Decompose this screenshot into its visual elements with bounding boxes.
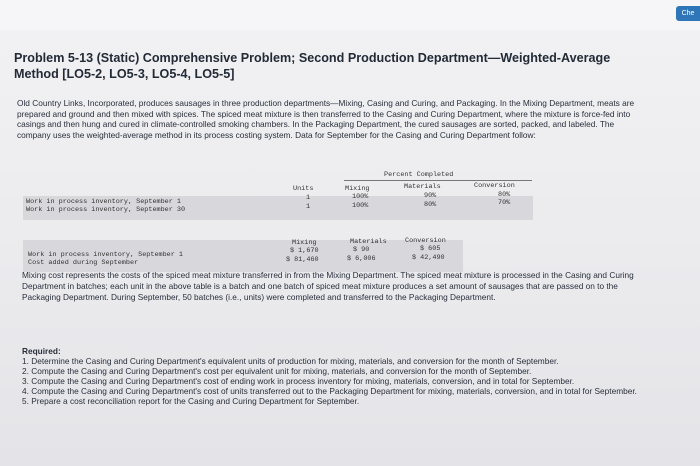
col-mixing: Mixing bbox=[345, 185, 370, 193]
row2-label: Work in process inventory, September 30 bbox=[26, 206, 186, 214]
row1-mixing: 100% bbox=[352, 193, 369, 201]
required-item-3: 3. Compute the Casing and Curing Department's cost of ending work in process inventory for mixing, materials, conversion, and in total for September. bbox=[22, 376, 575, 386]
row1-label: Work in process inventory, September 1 bbox=[26, 198, 181, 206]
top-bar bbox=[0, 0, 700, 30]
col-mixing: Mixing bbox=[292, 239, 317, 247]
row1-materials: $ 90 bbox=[353, 246, 370, 254]
row2-materials: $ 6,006 bbox=[347, 255, 376, 263]
required-item-4: 4. Compute the Casing and Curing Department's cost of units transferred out to the Packaging Department for mixing, materials, conversion, and in total for September. bbox=[22, 386, 637, 396]
row1-materials: 90% bbox=[424, 192, 437, 200]
problem-intro: Old Country Links, Incorporated, produces sausages in three production departments—Mixing, Casing and Curing, and Packaging. In the Mixing Department, meats are prepared and ground and then mixed with spices. The spiced meat mixture is then transferred to the Casing and Curing Department, where the mixture is force-fed into casings and then hung and cured in climate-controlled smoking chambers. In the Packaging Department, the cured sausages are sorted, packed, and labeled. The company uses the weighted-average method in its process costing system. Data for September for the Casing and Curing Department follow: bbox=[17, 98, 635, 140]
col-units: Units bbox=[293, 185, 314, 193]
row1-mixing: $ 1,670 bbox=[290, 247, 319, 255]
mixing-cost-paragraph: Mixing cost represents the costs of the spiced meat mixture transferred in from the Mixing Department. The spiced meat mixture is processed in the Casing and Curing Department in batches; each unit in the above table is a batch and one batch of spiced meat mixture produces a set amount of sausages that are passed on to the Packaging Department. During September, 50 batches (i.e., units) were completed and transferred to the Packaging Department. bbox=[22, 270, 634, 302]
required-item-2: 2. Compute the Casing and Curing Department's cost per equivalent unit for mixing, materials, and conversion for the month of September. bbox=[22, 366, 532, 376]
row1-conversion: $ 605 bbox=[420, 245, 441, 253]
row1-label: Work in process inventory, September 1 bbox=[28, 251, 183, 259]
required-item-1: 1. Determine the Casing and Curing Department's equivalent units of production for mixing, materials, and conversion for the month of September. bbox=[22, 356, 559, 366]
col-materials: Materials bbox=[350, 238, 387, 246]
row1-units: 1 bbox=[306, 194, 311, 202]
row2-conversion: $ 42,490 bbox=[412, 254, 445, 262]
required-heading: Required: bbox=[22, 346, 61, 356]
col-conversion: Conversion bbox=[405, 237, 446, 245]
problem-title: Problem 5-13 (Static) Comprehensive Problem; Second Production Department—Weighted-Average Method [LO5-2, LO5-3, LO5-4, LO5-5] bbox=[14, 51, 611, 81]
row2-mixing: $ 81,460 bbox=[286, 256, 319, 264]
row2-conversion: 70% bbox=[498, 199, 511, 207]
required-item-5: 5. Prepare a cost reconciliation report for the Casing and Curing Department for September. bbox=[22, 396, 360, 406]
percent-completed-header: Percent Completed bbox=[384, 171, 454, 179]
header-rule bbox=[344, 180, 532, 181]
row2-label: Cost added during September bbox=[28, 259, 139, 267]
check-button[interactable]: Che bbox=[676, 6, 700, 21]
row2-mixing: 100% bbox=[352, 202, 369, 210]
required-section bbox=[22, 346, 650, 406]
row2-materials: 80% bbox=[424, 201, 437, 209]
col-conversion: Conversion bbox=[474, 182, 515, 190]
col-materials: Materials bbox=[404, 183, 441, 191]
row1-conversion: 80% bbox=[498, 191, 511, 199]
row2-units: 1 bbox=[306, 203, 311, 211]
